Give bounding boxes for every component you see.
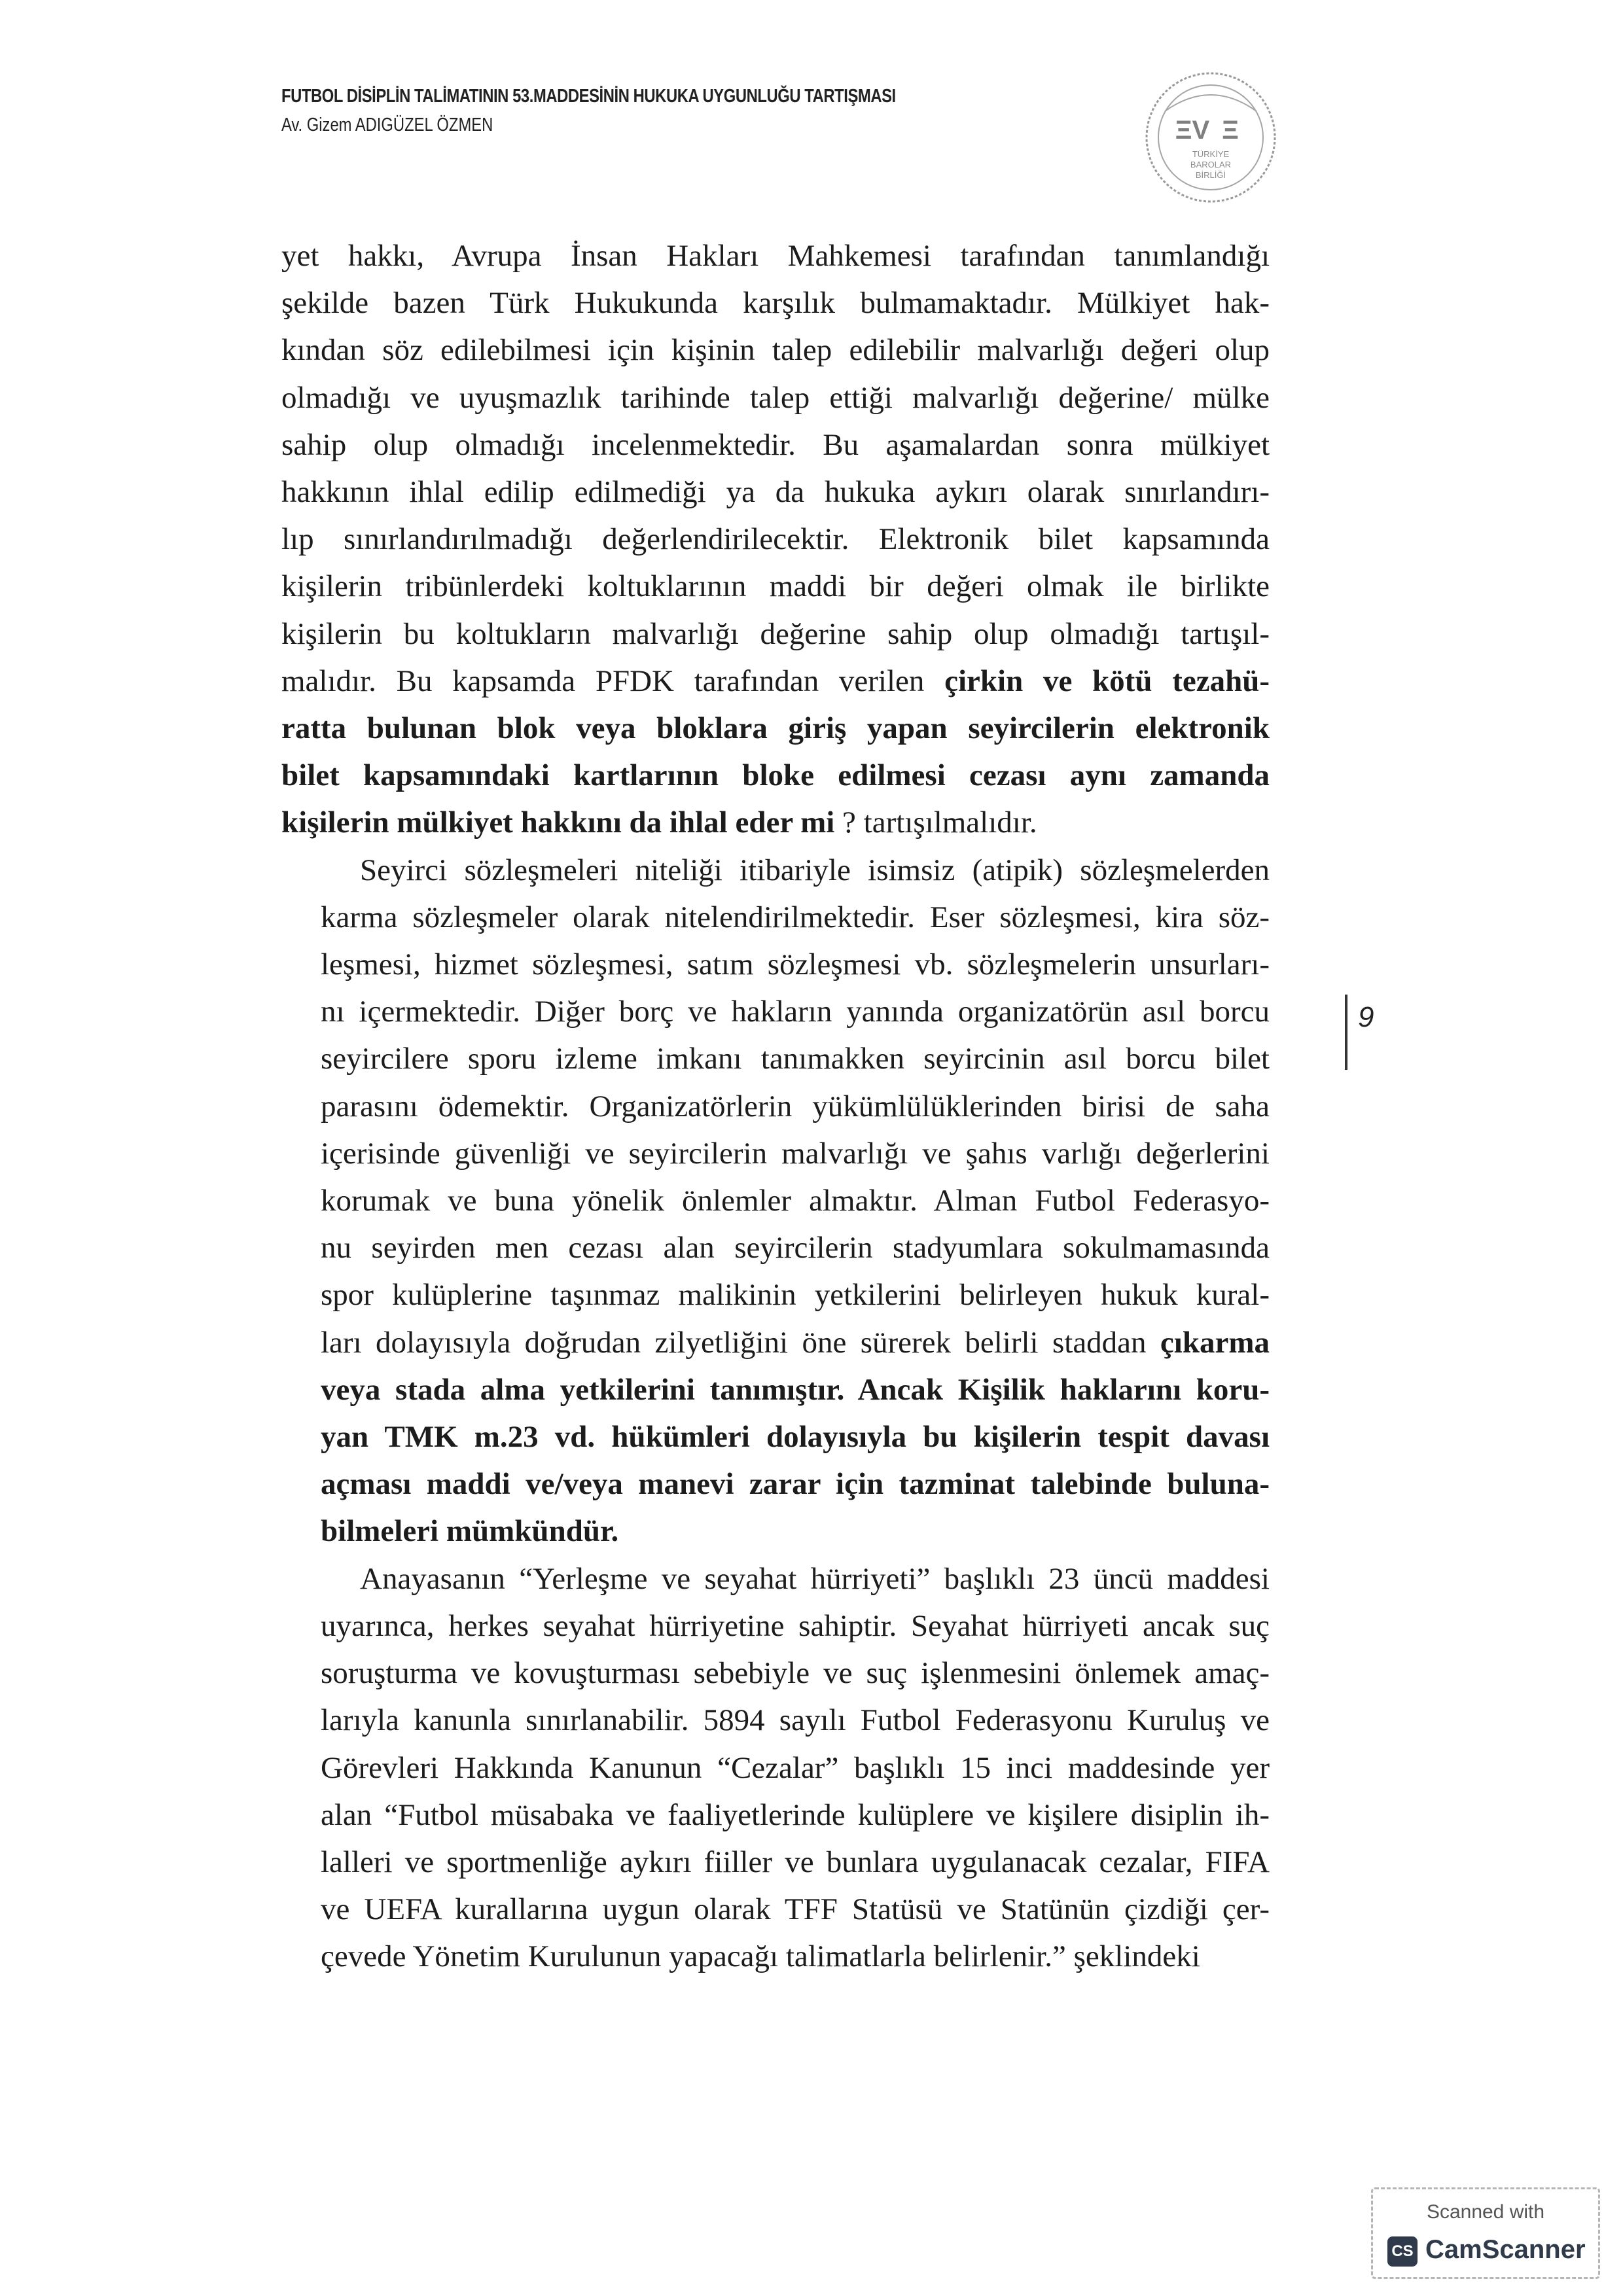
text-line — [281, 1083, 1270, 1130]
text-run: şekilde bazen Türk Hukukunda karşılık bulmamaktadır. Mülkiyet hak- — [281, 286, 1270, 321]
text-line — [281, 752, 1270, 799]
running-header — [281, 82, 1132, 139]
text-line — [281, 468, 1270, 516]
text-run: lalleri ve sportmenliğe aykırı fiiller ve bunlara uygulanacak cezalar, FIFA — [321, 1845, 1270, 1879]
text-line — [281, 1555, 1270, 1602]
text-run: karma sözleşmeler olarak nitelendirilmektedir. Eser sözleşmesi, kira söz- — [321, 900, 1270, 934]
text-line — [281, 1271, 1270, 1318]
paragraph — [281, 1555, 1270, 1981]
header-title: FUTBOL DİSİPLİN TALİMATININ 53.MADDESİNİN HUKUKA UYGUNLUĞU TARTIŞMASI — [281, 86, 896, 107]
text-line — [281, 1319, 1270, 1366]
paragraph — [281, 232, 1270, 847]
text-run: çevede Yönetim Kurulunun yapacağı talimatlarla belirlenir.” şeklindeki — [321, 1939, 1200, 1974]
text-run: uyarınca, herkes seyahat hürriyetine sahiptir. Seyahat hürriyeti ancak suç — [321, 1608, 1270, 1643]
text-line — [281, 1460, 1270, 1508]
text-line — [281, 1508, 1270, 1555]
seal-text-1: TÜRKİYE — [1192, 149, 1230, 159]
text-line — [281, 941, 1270, 988]
text-run: larıyla kanunla sınırlanabilir. 5894 sayılı Futbol Federasyonu Kuruluş ve — [321, 1703, 1270, 1738]
text-run: spor kulüplerine taşınmaz malikinin yetkilerini belirleyen hukuk kural- — [321, 1278, 1270, 1313]
text-line — [281, 1886, 1270, 1933]
text-run: hakkının ihlal edilip edilmediği ya da hukuka aykırı olarak sınırlandırı- — [281, 475, 1270, 510]
bold-text-run: yan TMK m.23 vd. hükümleri dolayısıyla bu kişilerin tespit davası — [321, 1420, 1270, 1455]
bold-text-run: bilet kapsamındaki kartlarının bloke edilmesi cezası aynı zamanda — [281, 758, 1270, 793]
text-line — [281, 1035, 1270, 1082]
text-line — [281, 1366, 1270, 1413]
text-line — [281, 279, 1270, 327]
text-run: parasını ödemektir. Organizatörlerin yükümlülüklerinden birisi de saha — [321, 1089, 1270, 1123]
text-line — [281, 1224, 1270, 1271]
text-run: lıp sınırlandırılmadığı değerlendirilecektir. Elektronik bilet kapsamında — [281, 522, 1270, 557]
text-line — [281, 1839, 1270, 1886]
seal-initials-left: ΞV — [1175, 116, 1210, 145]
header-author: Av. Gizem ADIGÜZEL ÖZMEN — [281, 115, 493, 135]
paragraph — [281, 847, 1270, 1555]
text-line — [281, 705, 1270, 752]
text-run: soruşturma ve kovuşturması sebebiyle ve suç işlenmesini önlemek amaç- — [321, 1656, 1270, 1691]
text-run: Görevleri Hakkında Kanunun “Cezalar” başlıklı 15 inci maddesinde yer — [321, 1750, 1270, 1785]
text-run: Anayasanın “Yerleşme ve seyahat hürriyeti” başlıklı 23 üncü maddesi — [360, 1561, 1270, 1596]
text-run: nu seyirden men cezası alan seyircilerin stadyumlara sokulmamasında — [321, 1231, 1270, 1265]
text-line — [281, 1650, 1270, 1697]
bold-text-run: çıkarma — [1160, 1325, 1270, 1360]
text-line — [281, 1602, 1270, 1650]
text-run: kişilerin tribünlerdeki koltuklarının maddi bir değeri olmak ile birlikte — [281, 569, 1270, 604]
seal-text-2: BAROLAR — [1190, 160, 1232, 169]
text-run: malıdır. Bu kapsamda PFDK tarafından verilen — [281, 663, 945, 698]
scanner-caption: Scanned with — [1426, 2201, 1545, 2223]
text-line — [281, 516, 1270, 563]
camscanner-logo-icon: CS — [1387, 2236, 1418, 2267]
text-line — [281, 1130, 1270, 1177]
text-line — [281, 1744, 1270, 1792]
text-run: alan “Futbol müsabaka ve faaliyetlerinde kulüplere ve kişilere disiplin ih- — [321, 1797, 1270, 1832]
bold-text-run: çirkin ve kötü tezahü- — [944, 663, 1270, 698]
text-run: yet hakkı, Avrupa İnsan Hakları Mahkemesi tarafından tanımlandığı — [281, 239, 1270, 273]
text-line — [281, 1697, 1270, 1744]
body-text — [281, 232, 1270, 1981]
text-run: ları dolayısıyla doğrudan zilyetliğini öne sürerek belirli staddan — [321, 1325, 1160, 1360]
bold-text-run: ratta bulunan blok veya bloklara giriş yapan seyircilerin elektronik — [281, 711, 1270, 746]
text-line — [281, 658, 1270, 705]
text-line — [281, 1933, 1270, 1980]
text-line — [281, 421, 1270, 468]
seal-text-3: BİRLİĞİ — [1195, 170, 1226, 180]
text-line — [281, 847, 1270, 894]
text-run: Seyirci sözleşmeleri niteliği itibariyle isimsiz (atipik) sözleşmelerden — [360, 853, 1270, 887]
text-run: seyircilere sporu izleme imkanı tanımakken seyircinin asıl borcu bilet — [321, 1042, 1270, 1076]
seal-initials-right: Ξ — [1222, 116, 1239, 145]
camscanner-watermark — [1371, 2187, 1600, 2279]
text-run: sahip olup olmadığı incelenmektedir. Bu aşamalardan sonra mülkiyet — [281, 427, 1270, 462]
text-line — [281, 1792, 1270, 1839]
text-run: nı içermektedir. Diğer borç ve hakların yanında organizatörün asıl borcu — [321, 995, 1270, 1029]
text-line — [281, 610, 1270, 658]
text-line — [281, 799, 1270, 846]
text-run: korumak ve buna yönelik önlemler almaktır. Alman Futbol Federasyo- — [321, 1184, 1270, 1218]
text-line — [281, 988, 1270, 1035]
text-run: ? tartışılmalıdır. — [834, 805, 1037, 840]
text-run: leşmesi, hizmet sözleşmesi, satım sözleşmesi vb. sözleşmelerin unsurları- — [321, 947, 1270, 982]
page-number: 9 — [1358, 1001, 1374, 1033]
text-line — [281, 232, 1270, 279]
text-run: kından söz edilebilmesi için kişinin talep edilebilir malvarlığı değeri olup — [281, 333, 1270, 368]
text-line — [281, 563, 1270, 610]
text-run: olmadığı ve uyuşmazlık tarihinde talep ettiği malvarlığı değerine/ mülke — [281, 380, 1270, 415]
bold-text-run: kişilerin mülkiyet hakkını da ihlal eder mi — [281, 805, 835, 840]
text-run: ve UEFA kurallarına uygun olarak TFF Statüsü ve Statünün çizdiği çer- — [321, 1892, 1270, 1927]
text-line — [281, 1177, 1270, 1224]
text-run: içerisinde güvenliği ve seyircilerin malvarlığı ve şahıs varlığı değerlerini — [321, 1136, 1270, 1171]
bold-text-run: bilmeleri mümkündür. — [321, 1514, 619, 1549]
text-line — [281, 894, 1270, 941]
text-run: kişilerin bu koltukların malvarlığı değerine sahip olup olmadığı tartışıl- — [281, 616, 1270, 651]
bold-text-run: veya stada alma yetkilerini tanımıştır. Ancak Kişilik haklarını koru- — [321, 1372, 1270, 1407]
bar-association-seal — [1139, 65, 1283, 209]
page-number-rule — [1345, 995, 1347, 1070]
text-line — [281, 327, 1270, 374]
text-line — [281, 374, 1270, 421]
bold-text-run: açması maddi ve/veya manevi zarar için tazminat talebinde buluna- — [321, 1467, 1270, 1502]
scanner-name: CamScanner — [1425, 2235, 1586, 2264]
text-line — [281, 1413, 1270, 1460]
